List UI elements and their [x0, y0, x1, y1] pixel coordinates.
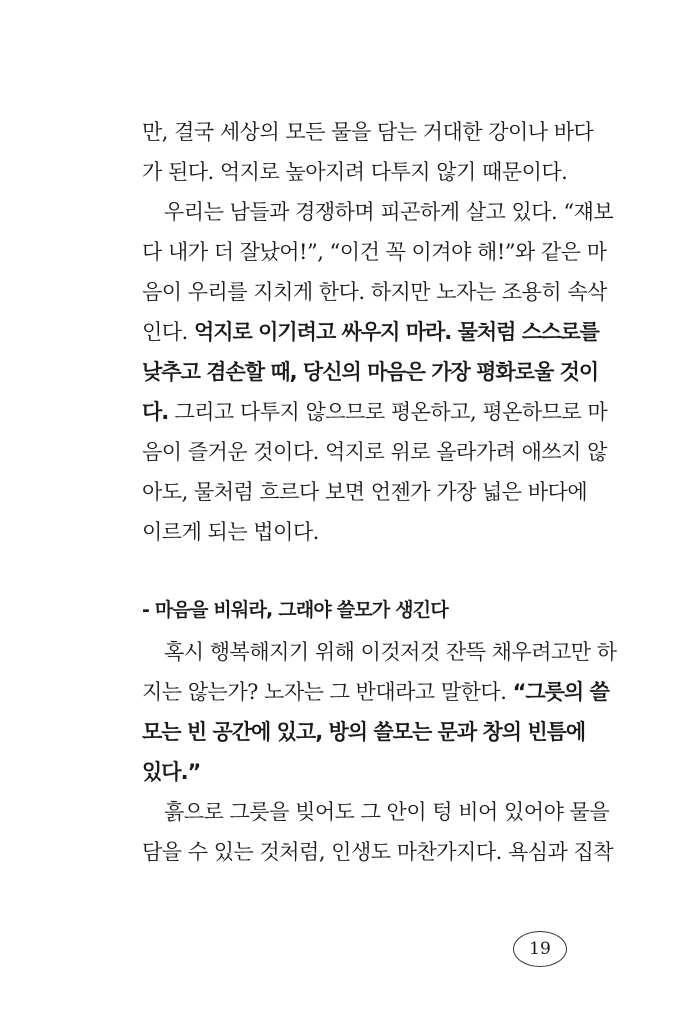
plain-text: 인다. [142, 320, 194, 344]
page-number: 19 [513, 931, 567, 967]
body-line: 혹시 행복해지기 위해 이것저것 잔뜩 채우려고만 하 [164, 640, 617, 664]
plain-text: 그리고 다투지 않으므로 평온하고, 평온하므로 마 [168, 400, 608, 424]
emphasis-line: 있다.” [142, 760, 201, 784]
emphasis-line: 낮추고 겸손할 때, 당신의 마음은 가장 평화로울 것이 [142, 360, 599, 384]
emphasis-text: 다. [142, 400, 169, 424]
emphasis-text: 억지로 이기려고 싸우지 마라. 물처럼 스스로를 [193, 320, 599, 344]
body-line: 이르게 되는 법이다. [142, 520, 319, 544]
body-line [142, 677, 609, 707]
body-line: 음이 우리를 지치게 한다. 하지만 노자는 조용히 속삭 [142, 280, 607, 304]
body-line: 가 된다. 억지로 높아지려 다투지 않기 때문이다. [142, 160, 568, 184]
body-line: 아도, 물처럼 흐르다 보면 언젠가 가장 넓은 바다에 [142, 480, 588, 504]
body-line [142, 317, 599, 347]
body-line: 흙으로 그릇을 빚어도 그 안이 텅 비어 있어야 물을 [164, 800, 610, 824]
emphasis-line: 모는 빈 공간에 있고, 방의 쓸모는 문과 창의 빈틈에 [142, 720, 586, 744]
body-line: 다 내가 더 잘났어!”, “이건 꼭 이겨야 해!”와 같은 마 [142, 240, 607, 264]
plain-text: 지는 않는가? 노자는 그 반대라고 말한다. [142, 680, 513, 704]
body-line: 만, 결국 세상의 모든 물을 담는 거대한 강이나 바다 [142, 120, 594, 144]
section-heading: - 마음을 비워라, 그래야 쓸모가 생긴다 [142, 599, 448, 621]
body-line [142, 397, 608, 427]
body-line: 우리는 남들과 경쟁하며 피곤하게 살고 있다. “쟤보 [164, 200, 614, 224]
body-line: 음이 즐거운 것이다. 억지로 위로 올라가려 애쓰지 않 [142, 440, 607, 464]
body-line: 담을 수 있는 것처럼, 인생도 마찬가지다. 욕심과 집착 [142, 840, 614, 864]
emphasis-text: “그릇의 쓸 [512, 680, 609, 704]
